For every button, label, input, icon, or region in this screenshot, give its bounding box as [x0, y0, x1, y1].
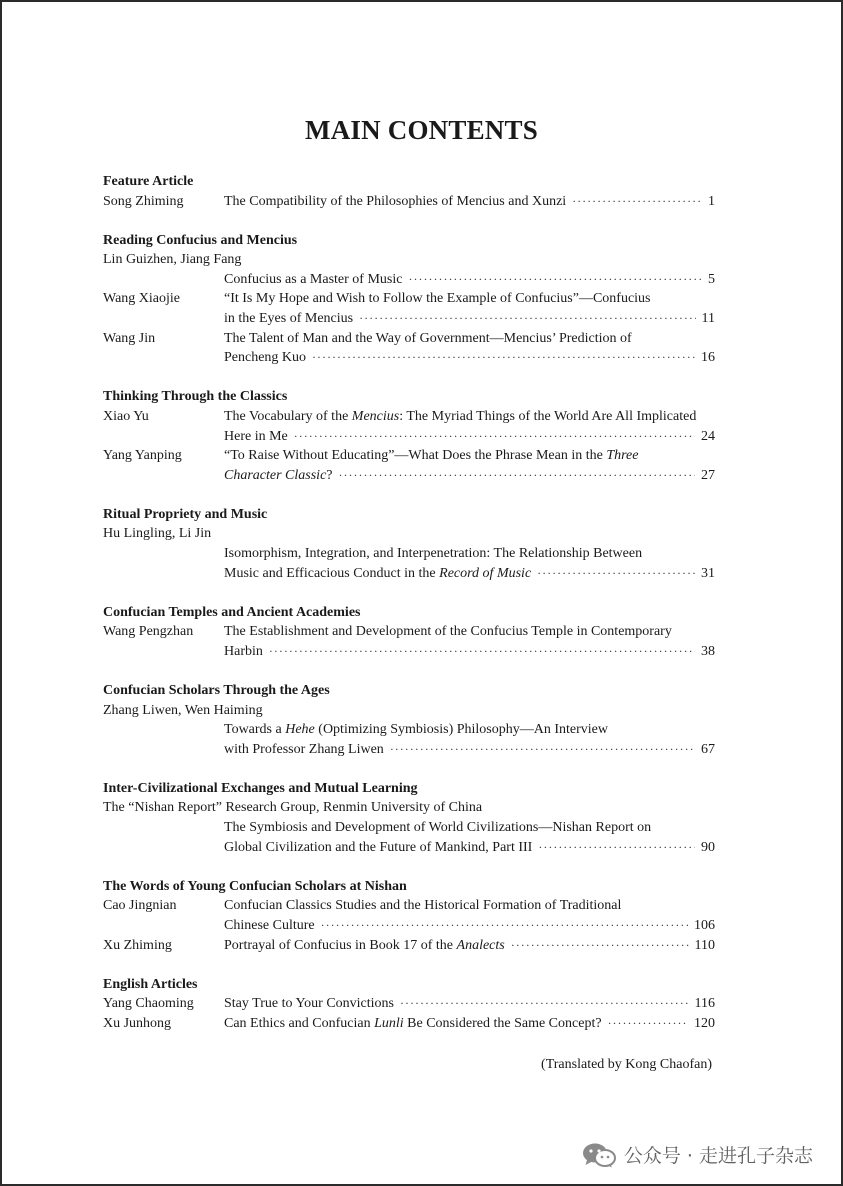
section-title: Thinking Through the Classics [103, 389, 288, 405]
page-number: 110 [694, 937, 715, 953]
toc-entry [103, 896, 715, 935]
entry-title-last-line [224, 427, 715, 447]
section-title: Reading Confucius and Mencius [103, 232, 298, 248]
dot-leader [390, 740, 695, 760]
entry-title-last-line [224, 916, 715, 936]
entry-author: Wang Jin [103, 330, 156, 346]
toc-section [103, 681, 715, 759]
dot-leader [269, 642, 695, 662]
entry-title-last-line [224, 192, 715, 212]
section-title: Inter-Civilizational Exchanges and Mutual Learning [103, 780, 418, 796]
entry-title-text: Global Civilization and the Future of Mankind, Part III [224, 839, 533, 855]
page-number: 1 [708, 193, 715, 209]
page-number: 120 [694, 1015, 715, 1031]
entry-title [224, 994, 715, 1014]
entry-author: Song Zhiming [103, 193, 184, 209]
dot-leader [321, 916, 688, 936]
translator-credit: (Translated by Kong Chaofan) [541, 1057, 712, 1072]
entry-title-line: Confucian Classics Studies and the Historical Formation of Traditional [224, 898, 622, 914]
dot-leader [538, 838, 695, 858]
toc-entry [103, 192, 715, 212]
toc-entry [103, 289, 715, 328]
entry-title-last-line [224, 466, 715, 486]
entry-title-text: Can Ethics and Confucian Lunli Be Considered the Same Concept? [224, 1015, 602, 1031]
toc-entry [103, 622, 715, 661]
toc-entry [103, 407, 715, 446]
toc-section [103, 779, 715, 857]
toc-entry [103, 994, 715, 1014]
toc-section [103, 172, 715, 211]
page-number: 5 [708, 271, 715, 287]
watermark [582, 1141, 813, 1168]
entry-title-text: Stay True to Your Convictions [224, 996, 394, 1012]
entry-title-last-line [224, 1014, 715, 1034]
dot-leader [339, 466, 696, 486]
entry-author: Hu Lingling, Li Jin [103, 526, 212, 542]
entry-title-last-line [224, 309, 715, 329]
entry-title [224, 544, 715, 583]
page-number: 16 [701, 350, 715, 366]
dot-leader [608, 1014, 688, 1034]
section-title: Confucian Scholars Through the Ages [103, 682, 330, 698]
entry-author: Zhang Liwen, Wen Haiming [103, 702, 263, 718]
page-number: 31 [701, 565, 715, 581]
entry-title-text: Harbin [224, 643, 263, 659]
entry-title-last-line [224, 936, 715, 956]
entry-title-text: Portrayal of Confucius in Book 17 of the Analects [224, 937, 505, 953]
toc-entry [103, 798, 715, 857]
page-number: 90 [701, 839, 715, 855]
toc-section [103, 603, 715, 662]
dot-leader [537, 564, 695, 584]
entry-title [224, 818, 715, 857]
page-number: 24 [701, 428, 715, 444]
entry-title-last-line [224, 994, 715, 1014]
entry-title-line: “It Is My Hope and Wish to Follow the Example of Confucius”—Confucius [224, 291, 651, 307]
dot-leader [572, 192, 702, 212]
page-number: 11 [701, 311, 715, 327]
entry-title-last-line [224, 348, 715, 368]
entry-title-text: with Professor Zhang Liwen [224, 741, 384, 757]
entry-title [224, 289, 715, 328]
section-title: Ritual Propriety and Music [103, 506, 268, 522]
entry-author: Xu Zhiming [103, 937, 172, 953]
toc-entry [103, 329, 715, 368]
entry-author: Lin Guizhen, Jiang Fang [103, 252, 242, 268]
wechat-icon [582, 1142, 616, 1168]
dot-leader [400, 994, 689, 1014]
entry-title [224, 720, 715, 759]
dot-leader [408, 270, 702, 290]
page-number: 38 [701, 643, 715, 659]
entry-title-text: The Compatibility of the Philosophies of Mencius and Xunzi [224, 193, 567, 209]
entry-title-last-line [224, 642, 715, 662]
entry-author: Yang Chaoming [103, 996, 194, 1012]
entry-title-last-line [224, 838, 715, 858]
entry-title-last-line [224, 564, 715, 584]
section-title: English Articles [103, 976, 198, 992]
page-number: 27 [701, 467, 715, 483]
entry-title-text: Here in Me [224, 428, 288, 444]
entry-title-text: Character Classic? [224, 467, 333, 483]
table-of-contents [103, 172, 715, 1053]
toc-entry [103, 701, 715, 760]
entry-author: Xiao Yu [103, 408, 149, 424]
entry-author: Cao Jingnian [103, 898, 177, 914]
toc-section [103, 387, 715, 485]
entry-title-line: The Talent of Man and the Way of Government—Mencius’ Prediction of [224, 330, 632, 346]
entry-title [224, 270, 715, 290]
entry-title-last-line [224, 740, 715, 760]
toc-section [103, 975, 715, 1034]
entry-title [224, 1014, 715, 1034]
page-title: MAIN CONTENTS [305, 115, 538, 145]
entry-author: Wang Xiaojie [103, 291, 181, 307]
dot-leader [511, 936, 689, 956]
toc-section [103, 505, 715, 583]
toc-entry [103, 250, 715, 289]
entry-title-text: in the Eyes of Mencius [224, 311, 354, 327]
entry-title [224, 446, 715, 485]
section-title: The Words of Young Confucian Scholars at Nishan [103, 878, 407, 894]
entry-title [224, 936, 715, 956]
entry-title-text: Confucius as a Master of Music [224, 271, 403, 287]
entry-title-text: Music and Efficacious Conduct in the Record of Music [224, 565, 532, 581]
entry-title [224, 896, 715, 935]
entry-title [224, 622, 715, 661]
toc-entry [103, 446, 715, 485]
dot-leader [294, 427, 695, 447]
entry-author: Yang Yanping [103, 448, 182, 464]
entry-title-line: “To Raise Without Educating”—What Does the Phrase Mean in the Three [224, 448, 639, 464]
page-number: 67 [701, 741, 715, 757]
section-title: Feature Article [103, 174, 194, 189]
entry-title-line: Towards a Hehe (Optimizing Symbiosis) Philosophy—An Interview [224, 722, 608, 738]
entry-author: Xu Junhong [103, 1015, 172, 1031]
entry-author: Wang Pengzhan [103, 624, 194, 640]
toc-section [103, 231, 715, 368]
page-number: 106 [694, 917, 715, 933]
dot-leader [312, 348, 695, 368]
toc-entry [103, 1014, 715, 1034]
toc-section [103, 877, 715, 955]
entry-title [224, 192, 715, 212]
entry-title-text: Pencheng Kuo [224, 350, 307, 366]
section-title: Confucian Temples and Ancient Academies [103, 604, 361, 620]
entry-title-line: The Vocabulary of the Mencius: The Myriad Things of the World Are All Implicated [224, 408, 697, 424]
entry-title [224, 407, 715, 446]
entry-title-line: Isomorphism, Integration, and Interpenetration: The Relationship Between [224, 546, 643, 561]
watermark-text: 公众号 · 走进孔子杂志 [623, 1145, 813, 1167]
dot-leader [359, 309, 695, 329]
toc-entry [103, 936, 715, 956]
entry-title-text: Chinese Culture [224, 917, 315, 933]
page-number: 116 [694, 996, 715, 1012]
toc-entry [103, 524, 715, 583]
entry-title-line: The Symbiosis and Development of World Civilizations—Nishan Report on [224, 820, 652, 836]
entry-author: The “Nishan Report” Research Group, Renmin University of China [103, 800, 483, 816]
entry-title-last-line [224, 270, 715, 290]
entry-title-line: The Establishment and Development of the Confucius Temple in Contemporary [224, 624, 672, 640]
entry-title [224, 329, 715, 368]
